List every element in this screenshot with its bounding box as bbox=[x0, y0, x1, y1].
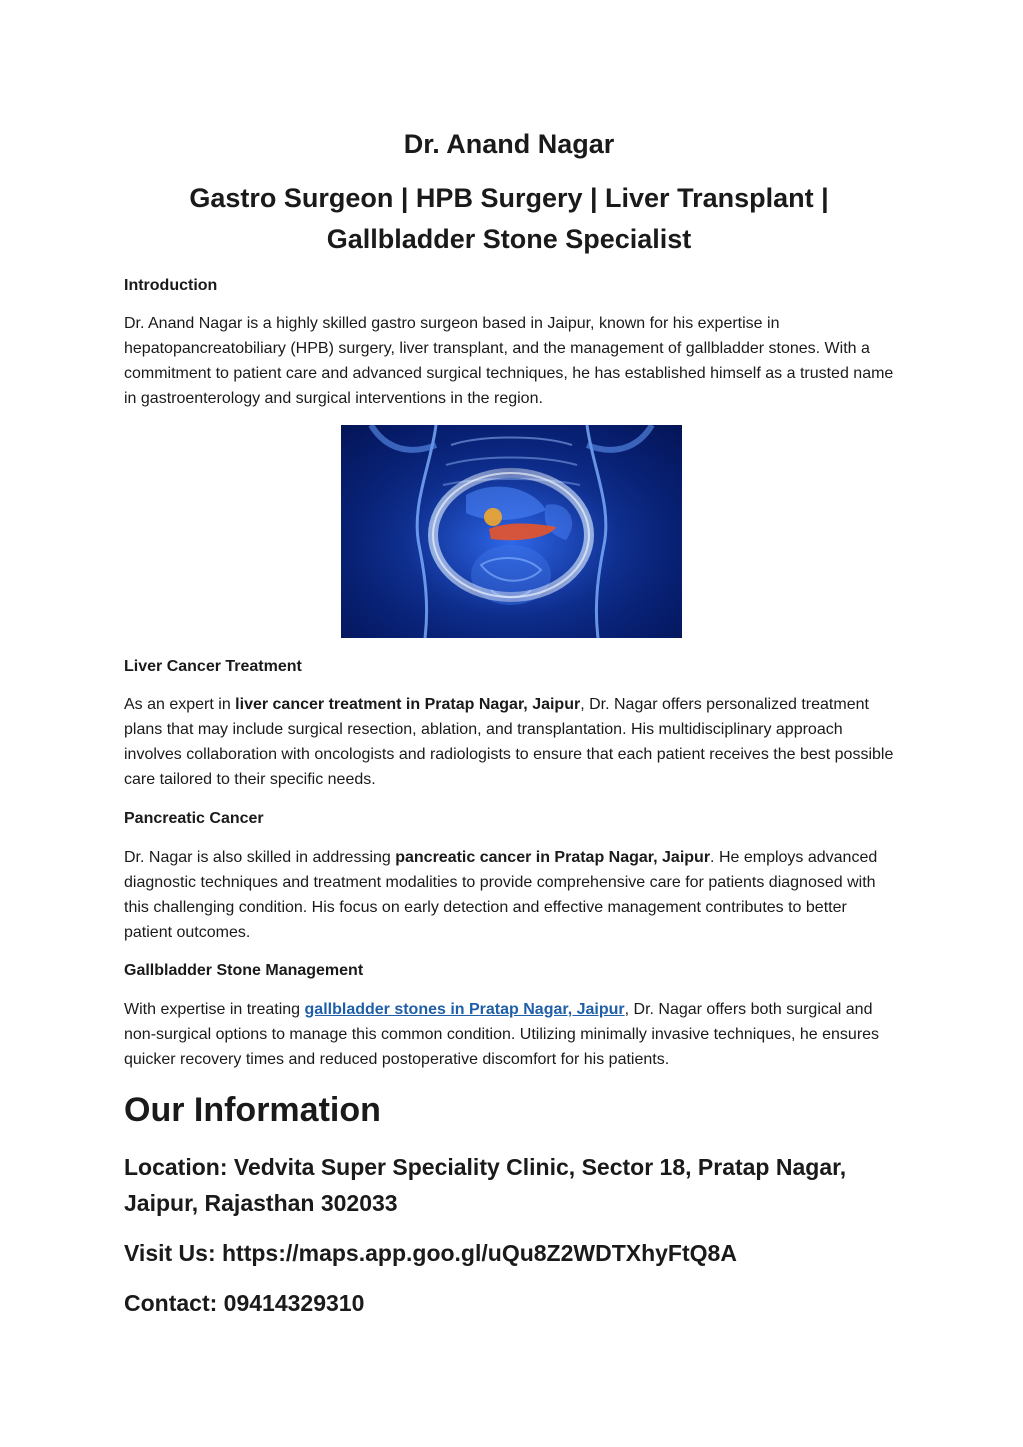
liver-cancer-paragraph bbox=[124, 692, 894, 792]
pancreatic-text-before: Dr. Nagar is also skilled in addressing bbox=[124, 849, 396, 866]
doctor-name-title: Dr. Anand Nagar bbox=[403, 129, 615, 159]
abdomen-anatomy-image bbox=[341, 425, 682, 638]
gallbladder-paragraph bbox=[124, 997, 894, 1072]
liver-cancer-keyword: liver cancer treatment in Pratap Nagar, Jaipur bbox=[235, 696, 581, 713]
abdomen-illustration-icon bbox=[341, 425, 682, 638]
pancreatic-cancer-paragraph bbox=[124, 845, 894, 945]
gallbladder-heading: Gallbladder Stone Management bbox=[124, 962, 364, 979]
visit-us-line[interactable]: Visit Us: https://maps.app.goo.gl/uQu8Z2WDTXhyFtQ8A bbox=[124, 1240, 737, 1266]
gallbladder-text-after: , Dr. Nagar offers both surgical and non-surgical options to manage this common condition. Utilizing minimally invasive techniques, he ensures quicker recovery times and reduced postoperative discomfort for his patients. bbox=[124, 1001, 880, 1068]
introduction-paragraph: Dr. Anand Nagar is a highly skilled gastro surgeon based in Jaipur, known for his expertise in hepatopancreatobiliary (HPB) surgery, liver transplant, and the management of gallbladder stones. With a commitment to patient care and advanced surgical techniques, he has established himself as a trusted name in gastroenterology and surgical interventions in the region. bbox=[124, 315, 894, 407]
pancreatic-cancer-keyword: pancreatic cancer in Pratap Nagar, Jaipur bbox=[395, 849, 711, 866]
pancreatic-cancer-heading: Pancreatic Cancer bbox=[124, 810, 264, 827]
liver-text-before: As an expert in bbox=[124, 696, 236, 713]
liver-cancer-heading: Liver Cancer Treatment bbox=[124, 658, 302, 675]
pancreatic-text-after: . He employs advanced diagnostic techniques and treatment modalities to provide comprehensive care for patients diagnosed with this challenging condition. His focus on early detection and effective management contributes to better patient outcomes. bbox=[124, 849, 878, 941]
contact-line[interactable]: Contact: 09414329310 bbox=[124, 1290, 365, 1316]
location-line: Location: Vedvita Super Speciality Clinic, Sector 18, Pratap Nagar, Jaipur, Rajasthan 302033 bbox=[124, 1154, 847, 1216]
specialties-subtitle: Gastro Surgeon | HPB Surgery | Liver Transplant | Gallbladder Stone Specialist bbox=[189, 183, 829, 254]
liver-text-after: , Dr. Nagar offers personalized treatment plans that may include surgical resection, ablation, and transplantation. His multidisciplinary approach involves collaboration with oncologists and radiologists to ensure that each patient receives the best possible care tailored to their specific needs. bbox=[124, 696, 894, 788]
introduction-heading: Introduction bbox=[124, 277, 218, 294]
our-information-heading: Our Information bbox=[124, 1091, 381, 1129]
gallbladder-stones-link[interactable]: gallbladder stones in Pratap Nagar, Jaipur bbox=[304, 1001, 625, 1018]
gallbladder-text-before: With expertise in treating bbox=[124, 1001, 305, 1018]
